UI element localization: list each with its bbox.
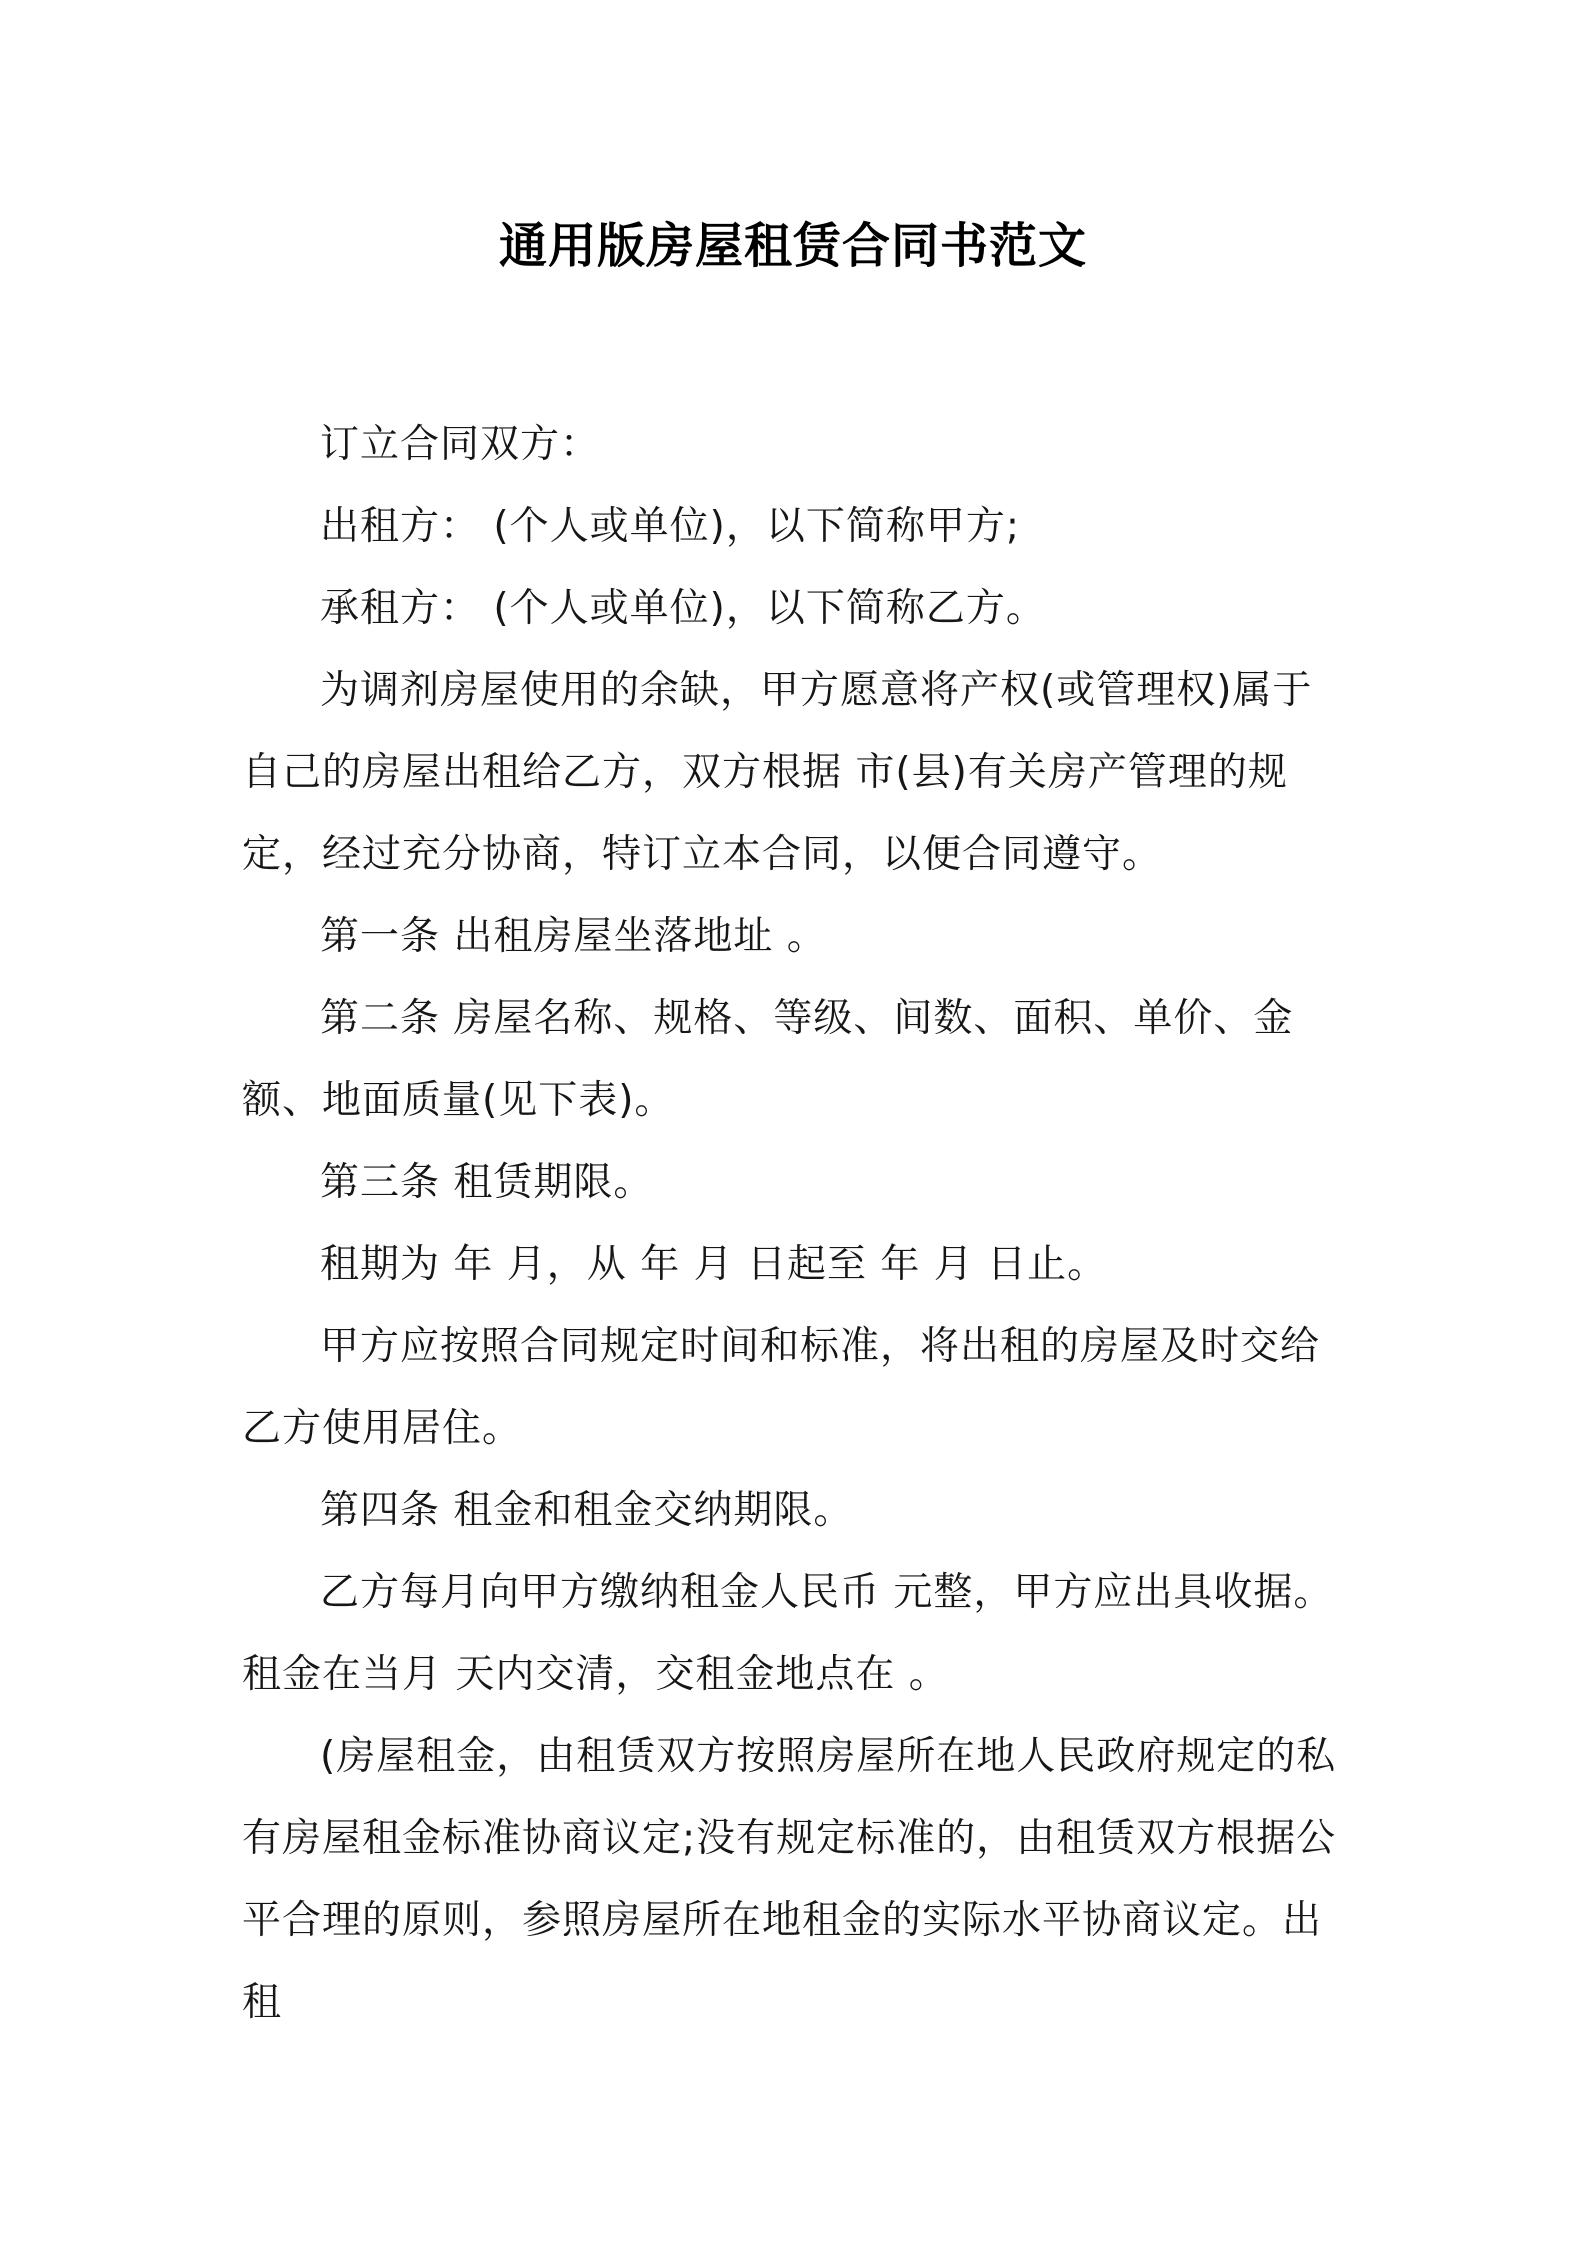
paragraph-rent-note: (房屋租金，由租赁双方按照房屋所在地人民政府规定的私有房屋租金标准协商议定;没有规定标准的，由租赁双方根据公平合理的原则，参照房屋所在地租金的实际水平协商议定。出租 bbox=[242, 1734, 1337, 2025]
paragraph-handover: 甲方应按照合同规定时间和标准，将出租的房屋及时交给乙方使用居住。 bbox=[242, 1324, 1321, 1451]
paragraph-lease-term: 租期为 年 月，从 年 月 日起至 年 月 日止。 bbox=[320, 1242, 1108, 1287]
paragraph-article-1: 第一条 出租房屋坐落地址 。 bbox=[320, 914, 827, 959]
paragraph-article-3: 第三条 租赁期限。 bbox=[320, 1160, 654, 1205]
paragraph-article-4: 第四条 租金和租金交纳期限。 bbox=[320, 1488, 854, 1533]
document-title: 通用版房屋租赁合同书范文 bbox=[498, 218, 1087, 274]
paragraph-lessor: 出租方： (个人或单位)，以下简称甲方; bbox=[320, 504, 1020, 549]
paragraph-lessee: 承租方： (个人或单位)，以下简称乙方。 bbox=[320, 586, 1046, 631]
paragraph-parties-intro: 订立合同双方： bbox=[320, 422, 601, 467]
paragraph-rent-payment: 乙方每月向甲方缴纳租金人民币 元整，甲方应出具收据。租金在当月 天内交清，交租金地点在 。 bbox=[242, 1570, 1334, 1697]
document-body bbox=[242, 404, 1352, 2044]
paragraph-preamble: 为调剂房屋使用的余缺，甲方愿意将产权(或管理权)属于自己的房屋出租给乙方，双方根据 市(县)有关房产管理的规定，经过充分协商，特订立本合同，以便合同遵守。 bbox=[242, 668, 1313, 877]
paragraph-article-2: 第二条 房屋名称、规格、等级、间数、面积、单价、金额、地面质量(见下表)。 bbox=[242, 996, 1294, 1123]
